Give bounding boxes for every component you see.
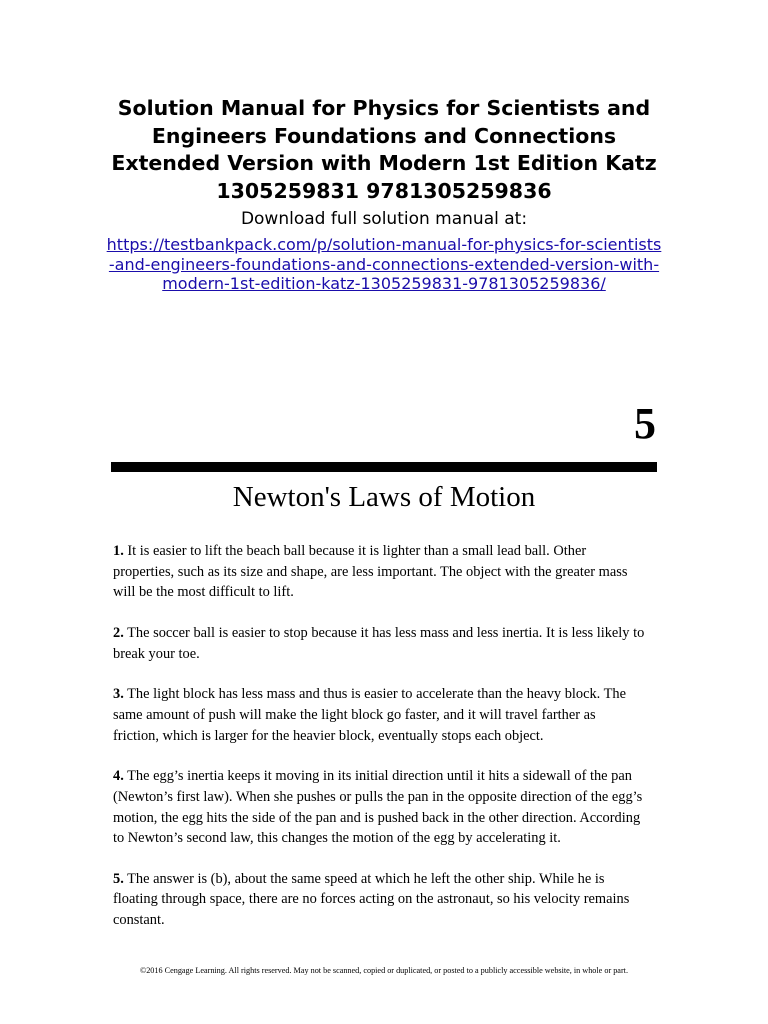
download-link[interactable]: https://testbankpack.com/p/solution-manual-for-physics-for-scientists-and-engineers-foundations-and-connections-extended-version-with-modern-1st-edition-katz-1305259831-9781305259836/	[106, 235, 662, 293]
answer-number: 5.	[113, 870, 124, 887]
answer-text: It is easier to lift the beach ball because it is lighter than a small lead ball. Other properties, such as its size and shape, are less important. The object with the greater mass will be the most difficult to lift.	[113, 543, 628, 601]
download-label: Download full solution manual at:	[240, 209, 528, 229]
answer-5	[113, 869, 645, 931]
answer-number: 3.	[113, 686, 124, 703]
answer-number: 1.	[113, 543, 124, 559]
document-title: Solution Manual for Physics for Scientists and Engineers Foundations and Connections Extended Version with Modern 1st Edition Katz 1305259831 9781305259836	[111, 96, 657, 203]
answer-3	[113, 684, 645, 746]
answer-text: The light block has less mass and thus is easier to accelerate than the heavy block. The same amount of push will make the light block go faster, and it will travel farther as friction, which is larger for the heavier block, eventually stops each object.	[113, 686, 626, 744]
answer-number: 2.	[113, 624, 124, 641]
answer-2	[113, 623, 645, 664]
chapter-number: 5	[634, 399, 656, 448]
answer-text: The soccer ball is easier to stop because it has less mass and less inertia. It is less likely to break your toe.	[113, 624, 645, 662]
chapter-title: Newton's Laws of Motion	[232, 481, 536, 513]
answers-list	[113, 541, 645, 951]
answer-text: The answer is (b), about the same speed at which he left the other ship. While he is floating through space, there are no forces acting on the astronaut, so his velocity remains constant.	[113, 870, 630, 929]
chapter-divider	[111, 462, 657, 472]
answer-4	[113, 766, 645, 848]
copyright-footer: ©2016 Cengage Learning. All rights reserved. May not be scanned, copied or duplicated, or posted to a publicly accessible website, in whole or part.	[139, 966, 628, 975]
answer-number: 4.	[113, 768, 124, 785]
answer-1	[113, 541, 645, 603]
answer-text: The egg’s inertia keeps it moving in its initial direction until it hits a sidewall of the pan (Newton’s first law). When she pushes or pulls the pan in the opposite direction of the egg’s motion, the egg hits the side of the pan and is pushed back in the other direction. According to Newton’s second law, this changes the motion of the egg by accelerating it.	[113, 768, 643, 847]
